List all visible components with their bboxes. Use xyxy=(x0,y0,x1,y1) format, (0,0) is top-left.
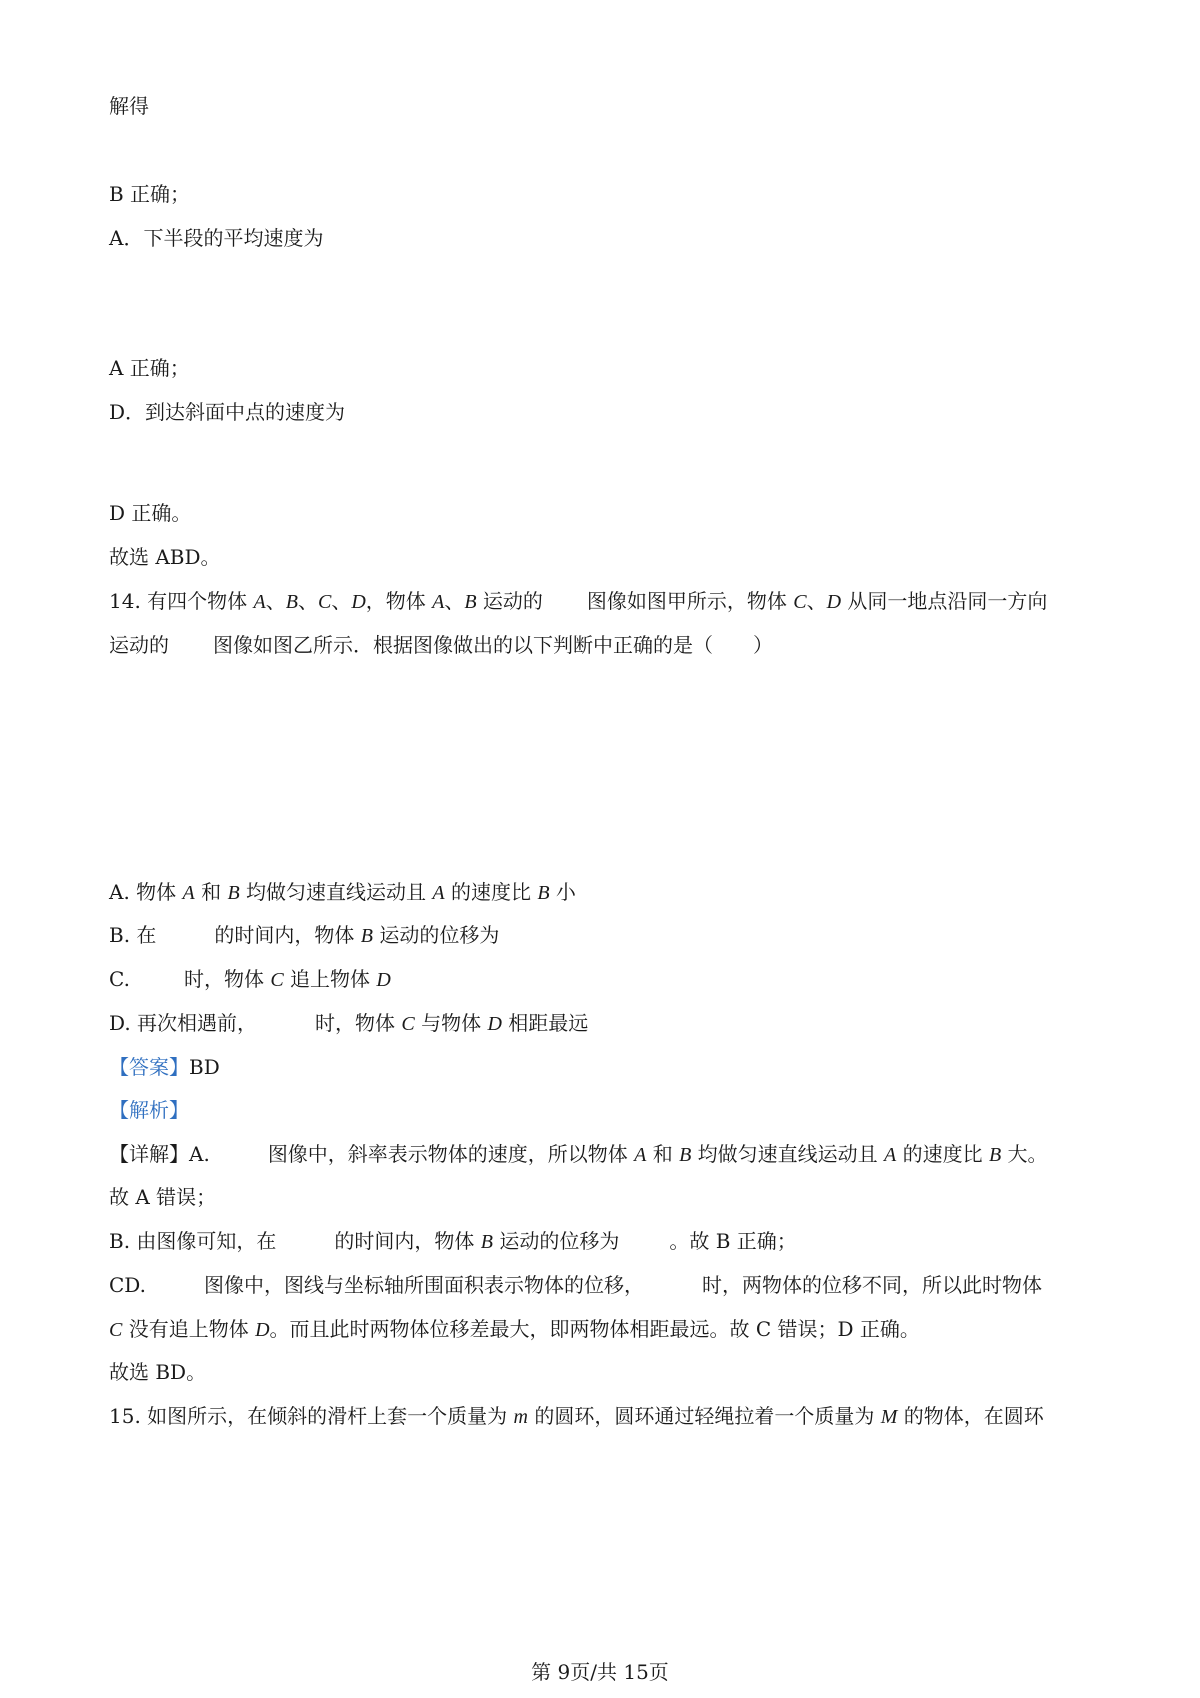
answer-line xyxy=(109,1054,1120,1080)
answer-value: BD xyxy=(189,1055,220,1079)
text-line: A 正确； xyxy=(109,356,190,380)
detail-line-5: C 没有追上物体 D。而且此时两物体位移差最大，即两物体相距最远。故 C 错误；D 正确。 xyxy=(109,1317,920,1341)
detail-line-3: B. 由图像可知，在 的时间内，物体 B 运动的位移为 。故 B 正确； xyxy=(109,1229,797,1253)
detail-line-2: 故 A 错误； xyxy=(109,1185,217,1209)
option-a: A. 物体 A 和 B 均做匀速直线运动且 A 的速度比 B 小 xyxy=(109,880,576,904)
detail-line-6: 故选 BD。 xyxy=(109,1360,207,1384)
question-14-stem: 14. 有四个物体 A、B、C、D，物体 A、B 运动的 图像如图甲所示，物体 C、D 从同一地点沿同一方向 xyxy=(109,589,1048,613)
text-line: D．到达斜面中点的速度为 xyxy=(109,400,346,424)
option-c: C. 时，物体 C 追上物体 D xyxy=(109,967,391,991)
page-number: 第 9页/共 15页 xyxy=(531,1660,669,1684)
text-line: B 正确； xyxy=(109,182,191,206)
analysis-tag: 【解析】 xyxy=(109,1098,189,1122)
text-line: 故选 ABD。 xyxy=(109,545,221,569)
detail-line-1: 【详解】A. 图像中，斜率表示物体的速度，所以物体 A 和 B 均做匀速直线运动且 A 的速度比 B 大。 xyxy=(109,1142,1048,1166)
question-15-stem: 15. 如图所示，在倾斜的滑杆上套一个质量为 m 的圆环，圆环通过轻绳拉着一个质量为 M 的物体，在圆环 xyxy=(109,1404,1044,1428)
question-14-stem-cont: 运动的 图像如图乙所示．根据图像做出的以下判断中正确的是（ ） xyxy=(109,633,773,657)
text-line: A．下半段的平均速度为 xyxy=(109,226,324,250)
answer-tag: 【答案】 xyxy=(109,1055,189,1079)
text-line: D 正确。 xyxy=(109,501,192,525)
option-d: D. 再次相遇前， 时，物体 C 与物体 D 相距最远 xyxy=(109,1011,589,1035)
option-b: B. 在 的时间内，物体 B 运动的位移为 xyxy=(109,923,500,947)
detail-line-4: CD. 图像中，图线与坐标轴所围面积表示物体的位移， 时，两物体的位移不同，所以此时物体 xyxy=(109,1273,1042,1297)
text-line: 解得 xyxy=(109,94,149,118)
